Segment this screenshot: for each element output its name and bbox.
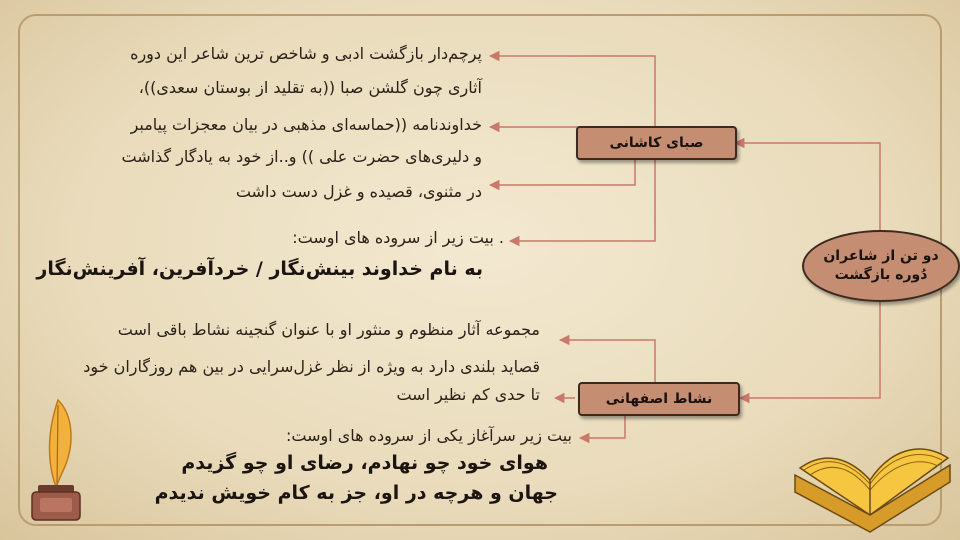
neshat-line-1: مجموعه آثار منظوم و منثور او با عنوان گنجینه نشاط باقی است: [117, 320, 540, 339]
saba-line-3: خداوندنامه ((حماسه‌ای مذهبی در بیان معجزات پیامبر: [130, 115, 482, 134]
center-node: [802, 230, 960, 302]
neshat-line-2: قصاید بلندی دارد به ویژه از نظر غزل‌سرایی در بین هم روزگاران خود: [83, 357, 540, 376]
connector-center-saba: [735, 143, 880, 232]
neshat-verse-2: جهان و هرچه در او، جز به کام خویش ندیدم: [154, 482, 558, 504]
center-node-line1: دو تن از شاعران: [823, 248, 939, 264]
quill-ink-icon: [18, 395, 88, 525]
node-saba: صبای کاشانی: [576, 126, 737, 160]
saba-line-5: در مثنوی، قصیده و غزل دست داشت: [235, 182, 482, 201]
open-book-icon: [790, 420, 955, 535]
saba-line-4: و دلیری‌های حضرت علی )) و..از خود به یادگار گذاشت: [121, 147, 482, 166]
saba-line-2: آثاری چون گلشن صبا ((به تقلید از بوستان سعدی))،: [138, 78, 482, 97]
connector-saba-trunk: [490, 56, 655, 130]
saba-line-1: پرچم‌دار بازگشت ادبی و شاخص ترین شاعر این دوره: [130, 44, 482, 63]
neshat-verse-1: هوای خود چو نهادم، رضای او چو گزیدم: [181, 452, 548, 474]
connector-center-neshat: [740, 298, 880, 398]
connector-saba-4: [510, 158, 655, 241]
node-neshat: نشاط اصفهانی: [578, 382, 740, 416]
neshat-line-3: تا حدی کم نظیر است: [396, 385, 540, 404]
saba-verse: به نام خداوند بینش‌نگار / خردآفرین، آفرینش‌نگار: [36, 258, 483, 280]
saba-line-6: . بیت زیر از سروده های اوست:: [292, 228, 504, 247]
center-node-line2: دُوره بازگشت: [834, 267, 928, 283]
connector-saba-3: [490, 158, 635, 185]
connector-neshat-1: [560, 340, 655, 385]
neshat-line-4: بیت زیر سرآغاز یکی از سروده های اوست:: [285, 426, 572, 445]
